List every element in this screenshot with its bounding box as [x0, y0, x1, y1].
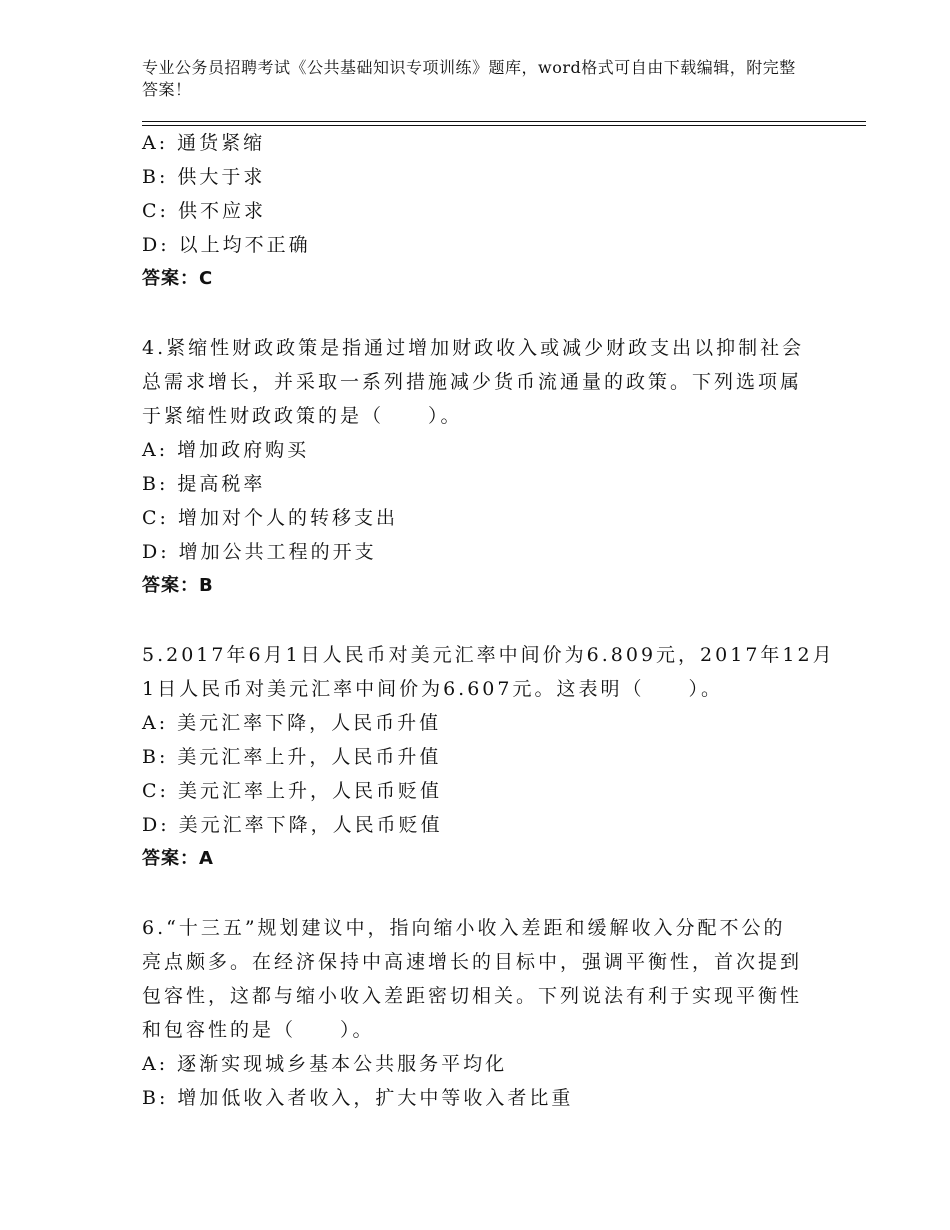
q5-option-d: D: 美元汇率下降，人民币贬值 [142, 814, 443, 836]
q4-option-a: A: 增加政府购买 [142, 439, 310, 461]
q3-answer: 答案：C [142, 268, 214, 289]
q5-stem-line-2: 1日人民币对美元汇率中间价为6.607元。这表明（ ）。 [142, 678, 723, 700]
q4-option-d: D: 增加公共工程的开支 [142, 541, 377, 563]
q3-option-b: B: 供大于求 [142, 166, 266, 188]
q6-stem-line-2: 亮点颇多。在经济保持中高速增长的目标中，强调平衡性，首次提到 [142, 951, 803, 973]
q6-stem-line-4: 和包容性的是（ ）。 [142, 1019, 375, 1041]
q3-option-c: C: 供不应求 [142, 200, 266, 222]
q4-option-c: C: 增加对个人的转移支出 [142, 507, 398, 529]
q5-option-b: B: 美元汇率上升，人民币升值 [142, 746, 442, 768]
q4-stem-line-1: 4.紧缩性财政政策是指通过增加财政收入或减少财政支出以抑制社会 [142, 337, 805, 359]
q6-option-b: B: 增加低收入者收入，扩大中等收入者比重 [142, 1087, 574, 1109]
q5-option-c: C: 美元汇率上升，人民币贬值 [142, 780, 442, 802]
q5-option-a: A: 美元汇率下降，人民币升值 [142, 712, 442, 734]
q4-stem-line-3: 于紧缩性财政政策的是（ ）。 [142, 405, 463, 427]
q6-option-a: A: 逐渐实现城乡基本公共服务平均化 [142, 1053, 508, 1075]
q3-option-a: A: 通货紧缩 [142, 132, 266, 154]
q5-stem-line-1: 5.2017年6月1日人民币对美元汇率中间价为6.809元，2017年12月 [142, 644, 835, 666]
q6-stem-line-3: 包容性，这都与缩小收入差距密切相关。下列说法有利于实现平衡性 [142, 985, 803, 1007]
q3-option-d: D: 以上均不正确 [142, 234, 311, 256]
q4-stem-line-2: 总需求增长，并采取一系列措施减少货币流通量的政策。下列选项属 [142, 371, 803, 393]
q4-option-b: B: 提高税率 [142, 473, 266, 495]
q4-answer: 答案：B [142, 575, 214, 596]
q5-answer: 答案：A [142, 848, 214, 869]
q6-stem-line-1: 6.“十三五”规划建议中，指向缩小收入差距和缓解收入分配不公的 [142, 917, 786, 939]
page-header: 专业公务员招聘考试《公共基础知识专项训练》题库，word格式可自由下载编辑，附完整答案！ [142, 58, 796, 99]
